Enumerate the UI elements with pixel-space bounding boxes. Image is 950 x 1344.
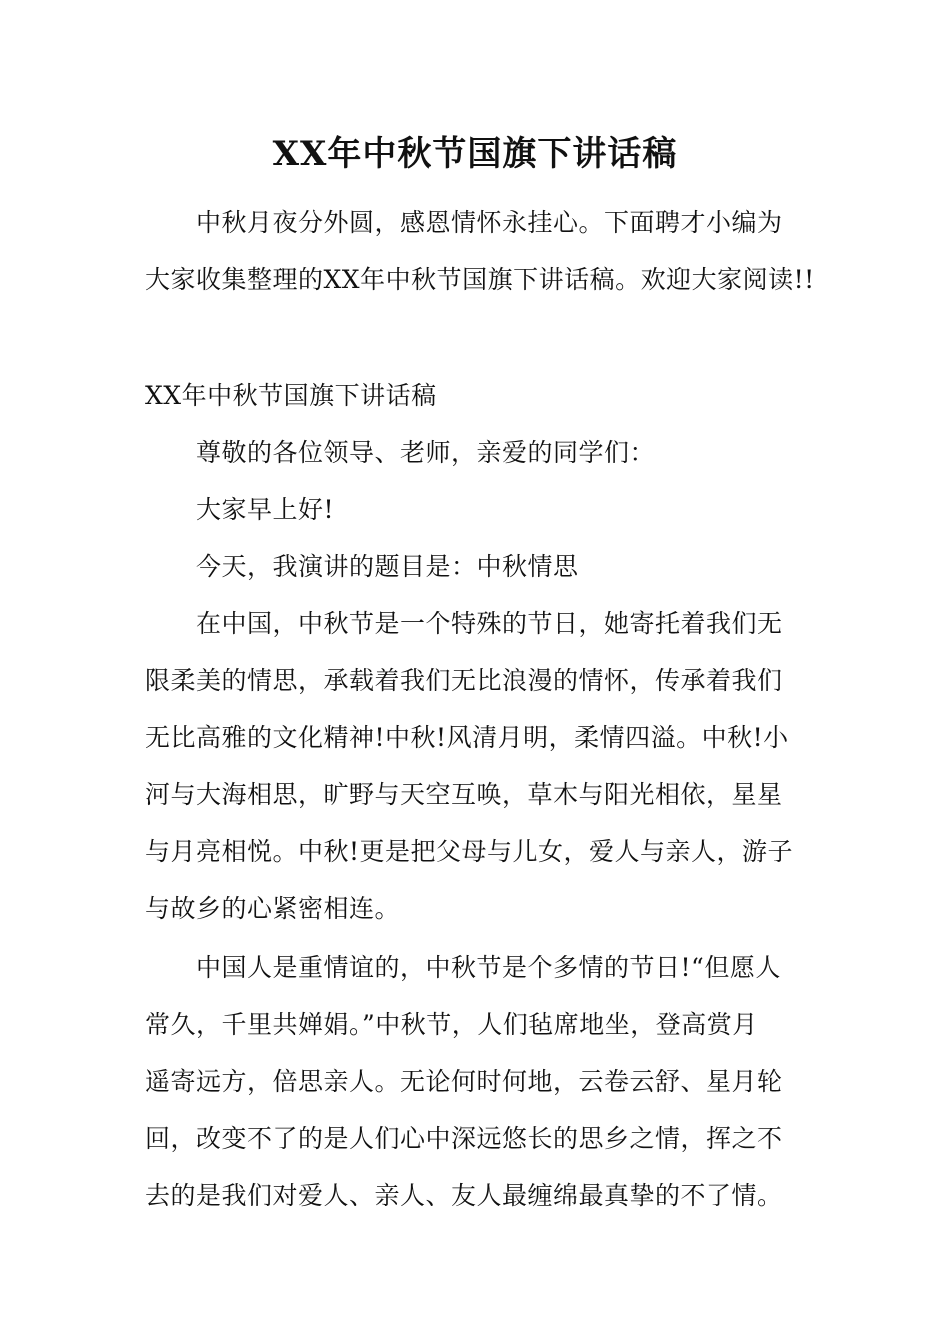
paragraph1-line-4: 河与大海相思，旷野与天空互唤，草木与阳光相依，星星 bbox=[145, 780, 783, 809]
paragraph2-line-3: 遥寄远方，倍思亲人。无论何时何地，云卷云舒、星月轮 bbox=[145, 1067, 783, 1096]
speech-topic: 今天，我演讲的题目是：中秋情思 bbox=[196, 552, 579, 581]
paragraph2-line-5: 去的是我们对爱人、亲人、友人最缠绵最真挚的不了情。 bbox=[145, 1181, 783, 1210]
paragraph2-line-2: 常久，千里共婵娟。”中秋节，人们毡席地坐，登高赏月 bbox=[145, 1010, 758, 1039]
document-title: XX年中秋节国旗下讲话稿 bbox=[272, 134, 678, 174]
intro-line-1: 中秋月夜分外圆，感恩情怀永挂心。下面聘才小编为 bbox=[196, 208, 783, 237]
paragraph2-line-1: 中国人是重情谊的，中秋节是个多情的节日!“但愿人 bbox=[196, 953, 781, 982]
salutation: 尊敬的各位领导、老师，亲爱的同学们： bbox=[196, 438, 656, 467]
paragraph1-line-2: 限柔美的情思，承载着我们无比浪漫的情怀，传承着我们 bbox=[145, 666, 783, 695]
section-subheading: XX年中秋节国旗下讲话稿 bbox=[145, 381, 437, 410]
paragraph1-line-3: 无比高雅的文化精神!中秋!风清月明，柔情四溢。中秋!小 bbox=[145, 723, 789, 752]
intro-line-2: 大家收集整理的XX年中秋节国旗下讲话稿。欢迎大家阅读!! bbox=[145, 265, 815, 294]
paragraph2-line-4: 回，改变不了的是人们心中深远悠长的思乡之情，挥之不 bbox=[145, 1124, 783, 1153]
paragraph1-line-1: 在中国，中秋节是一个特殊的节日，她寄托着我们无 bbox=[196, 609, 783, 638]
paragraph1-line-6: 与故乡的心紧密相连。 bbox=[145, 894, 401, 923]
greeting: 大家早上好! bbox=[196, 495, 335, 524]
paragraph1-line-5: 与月亮相悦。中秋!更是把父母与儿女，爱人与亲人，游子 bbox=[145, 837, 794, 866]
